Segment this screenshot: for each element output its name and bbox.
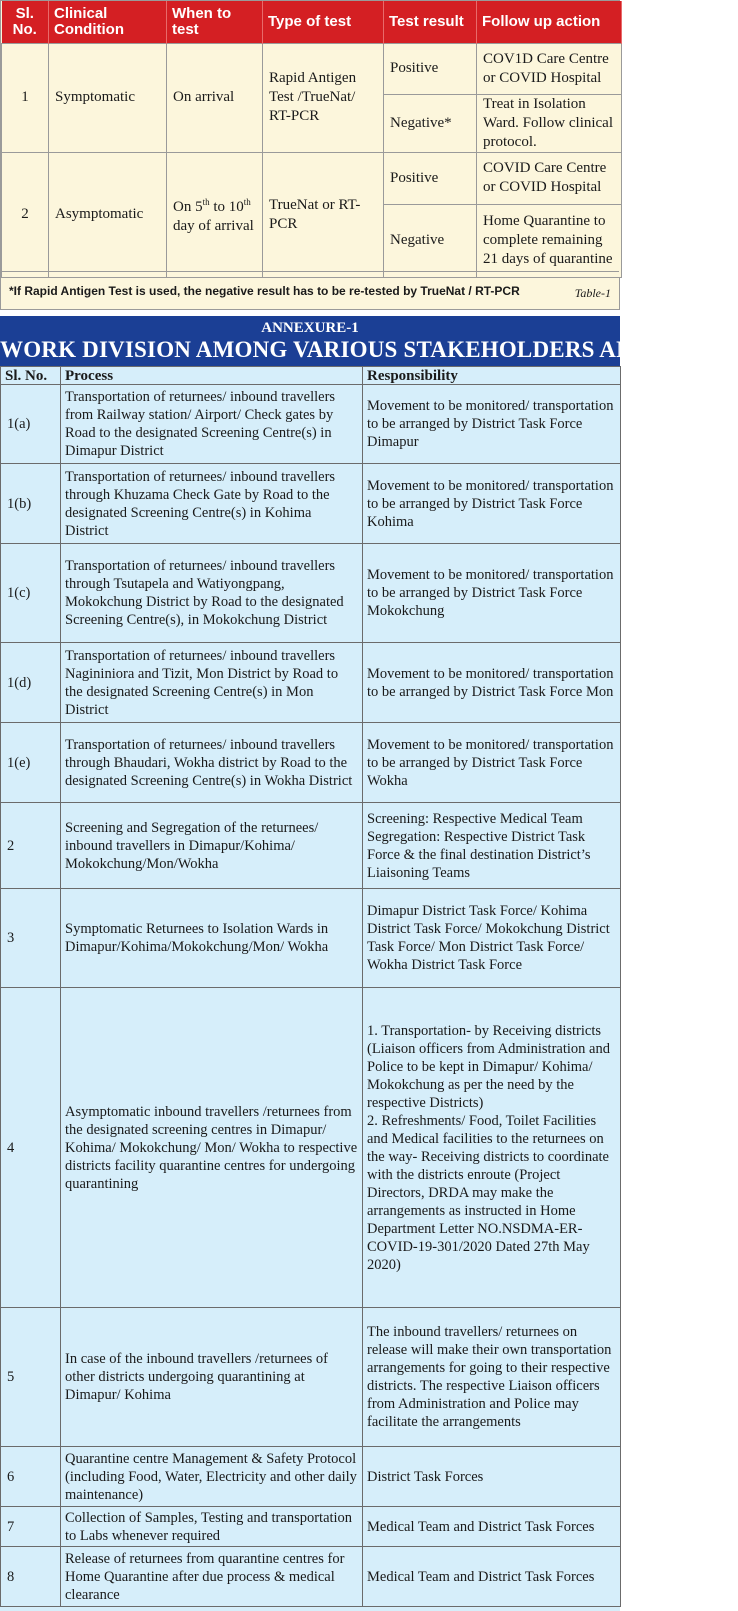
row-condition: Asymptomatic [49, 152, 167, 277]
row-responsibility: Movement to be monitored/ transportation to be arranged by District Task Force Kohima [363, 464, 621, 544]
row-sl: 6 [1, 1447, 61, 1507]
row-sl: 3 [1, 889, 61, 988]
row-sl: 8 [1, 1547, 61, 1607]
row-responsibility: Dimapur District Task Force/ Kohima District Task Force/ Mokokchung District Task Force/ Mon District Task Force/ Wokha District Task Force [363, 889, 621, 988]
row-sl: 1(b) [1, 464, 61, 544]
row-responsibility: Screening: Respective Medical Team Segregation: Respective District Task Force & the final destination District’s Liaisoning Teams [363, 803, 621, 889]
responsibility-item: 2. Refreshments/ Food, Toilet Facilities and Medical facilities to the returnees on the way- Receiving districts to coordinate with the districts enroute (Project Directors, DRDA may make the arrangements as instructed in Home Department Letter NO.NSDMA-ER-COVID-19-301/2020 Dated 27th May 2020) [367, 1112, 609, 1273]
table-row [1, 464, 621, 544]
table-row [2, 152, 622, 204]
row-action: Home Quarantine to complete remaining 21 days of quarantine [477, 204, 622, 277]
row-process: In case of the inbound travellers /returnees of other districts undergoing quarantining at Dimapur/ Kohima [61, 1308, 363, 1447]
header-test-result: Test result [384, 1, 477, 43]
header-process: Process [61, 367, 363, 385]
table-caption: Table-1 [574, 286, 611, 300]
row-sl: 2 [2, 152, 49, 277]
row-process: Collection of Samples, Testing and transportation to Labs whenever required [61, 1507, 363, 1547]
table-header-row [2, 1, 622, 43]
row-test-type: Rapid Antigen Test /TrueNat/ RT-PCR [263, 43, 384, 152]
row-sl: 2 [1, 803, 61, 889]
row-sl: 5 [1, 1308, 61, 1447]
row-sl: 1(a) [1, 385, 61, 464]
row-action: COV1D Care Centre or COVID Hospital [477, 43, 622, 94]
header-sl-no: Sl. No. [1, 367, 61, 385]
table-row [1, 385, 621, 464]
row-result: Negative [384, 204, 477, 277]
row-test-type: TrueNat or RT-PCR [263, 152, 384, 277]
table-row [1, 889, 621, 988]
row-when: On 5th to 10th day of arrival [167, 152, 263, 277]
row-process: Transportation of returnees/ inbound travellers through Tsutapela and Watiyongpang, Mokokchung District by Road to the designated Screening Centre(s), in Mokokchung District [61, 544, 363, 643]
annexure-section [0, 316, 738, 1611]
annexure-label: ANNEXURE-1 [261, 320, 359, 336]
table-row [1, 1507, 621, 1547]
row-responsibility: Movement to be monitored/ transportation to be arranged by District Task Force Mon [363, 643, 621, 723]
row-result: Positive [384, 152, 477, 204]
table-row [1, 1308, 621, 1447]
row-process: Asymptomatic inbound travellers /returnees from the designated screening centres in Dimapur/ Kohima/ Mokokchung/ Mon/ Wokha to respective districts facility quarantine centres for undergoing quarantining [61, 988, 363, 1308]
row-action: Treat in Isolation Ward. Follow clinical protocol. [477, 94, 622, 152]
row-process: Transportation of returnees/ inbound travellers Nagininiora and Tizit, Mon District by Road to the designated Screening Centre(s) in Mon District [61, 643, 363, 723]
table-row [1, 723, 621, 803]
table-row [1, 1447, 621, 1507]
row-responsibility: Movement to be monitored/ transportation to be arranged by District Task Force Wokha [363, 723, 621, 803]
row-sl: 1(c) [1, 544, 61, 643]
row-condition: Symptomatic [49, 43, 167, 152]
header-clinical-condition: Clinical Condition [49, 1, 167, 43]
header-responsibility: Responsibility [363, 367, 621, 385]
test-protocol-table [0, 0, 620, 310]
header-follow-up-action: Follow up action [477, 1, 622, 43]
row-sl: 1(e) [1, 723, 61, 803]
table-row [1, 803, 621, 889]
table-row [2, 43, 622, 94]
table-header-row [1, 367, 621, 385]
row-sl: 7 [1, 1507, 61, 1547]
row-process: Symptomatic Returnees to Isolation Wards in Dimapur/Kohima/Mokokchung/Mon/ Wokha [61, 889, 363, 988]
row-result: Negative* [384, 94, 477, 152]
test-protocol-grid [1, 1, 622, 278]
header-when-to-test: When to test [167, 1, 263, 43]
row-sl: 1(d) [1, 643, 61, 723]
row-responsibility [363, 988, 621, 1308]
table-row [1, 544, 621, 643]
table-row [1, 1547, 621, 1607]
row-responsibility: The inbound travellers/ returnees on release will make their own transportation arrangements for going to their respective districts. The respective Liaison officers from Administration and Police may facilitate the arrangements [363, 1308, 621, 1447]
table-row [1, 643, 621, 723]
row-when: On arrival [167, 43, 263, 152]
row-sl: 1 [2, 43, 49, 152]
row-process: Screening and Segregation of the returnees/ inbound travellers in Dimapur/Kohima/ Mokokchung/Mon/Wokha [61, 803, 363, 889]
row-process: Release of returnees from quarantine centres for Home Quarantine after due process & medical clearance [61, 1547, 363, 1607]
header-type-of-test: Type of test [263, 1, 384, 43]
row-process: Transportation of returnees/ inbound travellers from Railway station/ Airport/ Check gates by Road to the designated Screening Centre(s) in Dimapur District [61, 385, 363, 464]
annexure-title: WORK DIVISION AMONG VARIOUS STAKEHOLDERS AND TEAMS [0, 337, 738, 362]
row-action: COVID Care Centre or COVID Hospital [477, 152, 622, 204]
row-responsibility: Medical Team and District Task Forces [363, 1547, 621, 1607]
header-sl-no: Sl. No. [2, 1, 49, 43]
annexure-header [0, 316, 738, 366]
work-division-table [0, 366, 621, 1607]
table-row [1, 988, 621, 1308]
row-responsibility: Movement to be monitored/ transportation to be arranged by District Task Force Dimapur [363, 385, 621, 464]
responsibility-item: 1. Transportation- by Receiving districts (Liaison officers from Administration and Police to be kept in Dimapur/ Kohima/ Mokokchung as per the need by the respective Districts) [367, 1022, 610, 1111]
row-process: Transportation of returnees/ inbound travellers through Khuzama Check Gate by Road to the designated Screening Centre(s) in Kohima District [61, 464, 363, 544]
row-responsibility: Movement to be monitored/ transportation to be arranged by District Task Force Mokokchung [363, 544, 621, 643]
row-process: Transportation of returnees/ inbound travellers through Bhaudari, Wokha district by Road to the designated Screening Centre(s) in Wokha District [61, 723, 363, 803]
table-footnote: *If Rapid Antigen Test is used, the negative result has to be re-tested by TrueNat / RT-PCR [1, 271, 619, 309]
row-sl: 4 [1, 988, 61, 1308]
row-responsibility: District Task Forces [363, 1447, 621, 1507]
row-responsibility: Medical Team and District Task Forces [363, 1507, 621, 1547]
row-process: Quarantine centre Management & Safety Protocol (including Food, Water, Electricity and other daily maintenance) [61, 1447, 363, 1507]
row-result: Positive [384, 43, 477, 94]
